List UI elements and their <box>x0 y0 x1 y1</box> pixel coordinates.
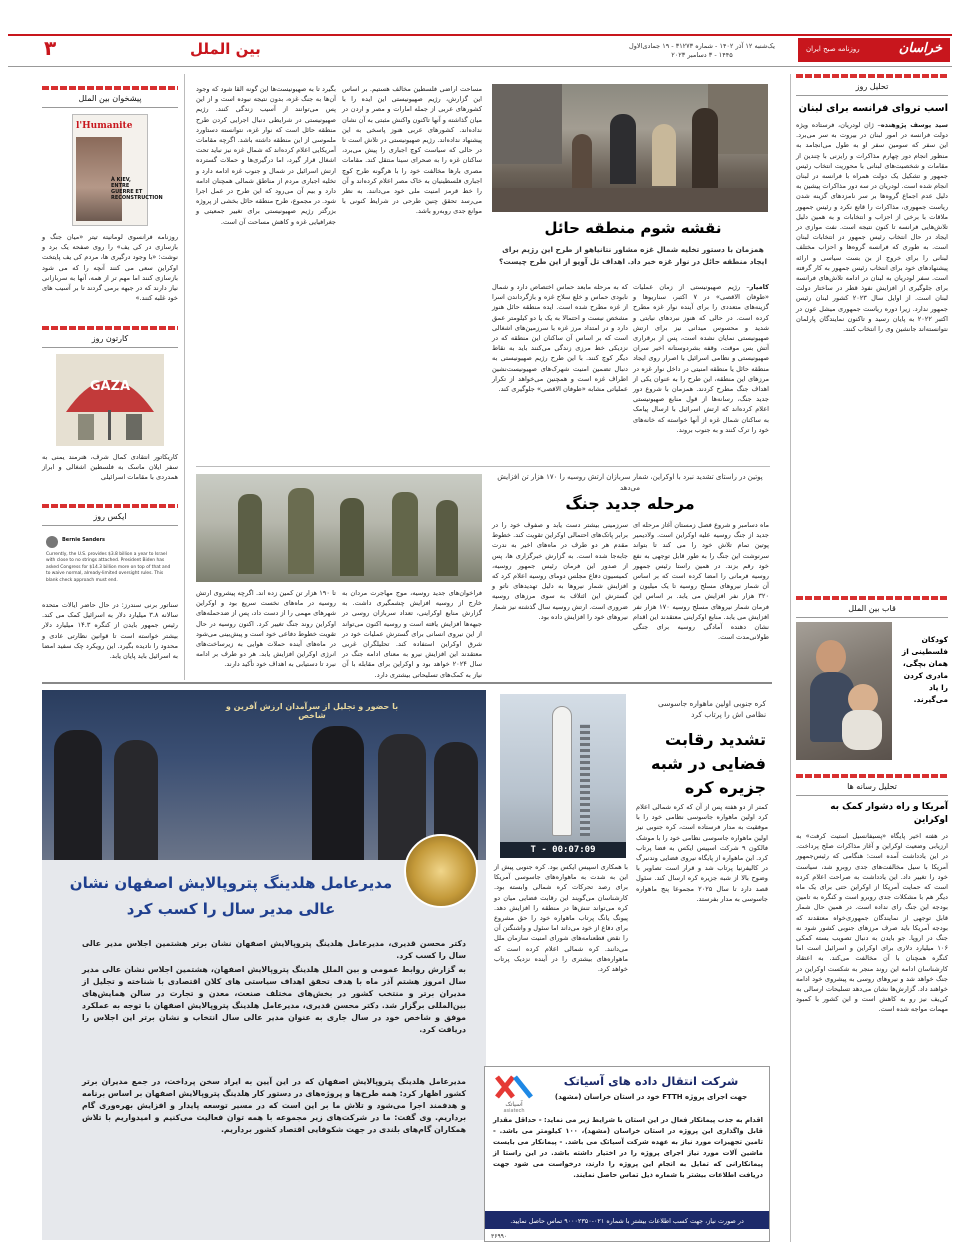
analysis-text: – ژان لودریان، فرستاده ویژه دولت فرانسه در امور لبنان در بیروت به سر می‌برد. این سفر که سومین سفر او به طول می‌انجامد به منظور انجام دور چهارم مذاکرات و رایزنی با چندین از مقامات و شخصیت‌های لبنانی با محوریت انتخاب رئیس جمهور و تشکیل یک دولت همراه با فرانسه در لبنان انجام شده است. لودریان در سه دور مذاکرات پیشین به دلیل عدم اجماع گروه‌ها بر سر نامزدهای گزینه شدن ریاست جمهوری، مذاکرات را قانع نکرد و رئیس جمهور ملاقات با برخی از احزاب و انتخابات و به همین دلیل تلاش‌هایی فرانسه تا کنون نتیجه است. نفت موازی در ایجاد در حال انتخاب رئیس جمهور در انتخابات لبنان است. به طوری که فرانسه گروه‌ها و احزاب مختلف لبنانی را برای خروج از بن بست سیاسی و ارائه پیشنهادهای خود برای انتخاب رئیس جمهور به کار گرفته است. سفر لودریان به لبنان در ادامه تلاش‌های فرانسه برای جلوگیری از افزایش نفوذ قطر در ساختار دولت لبنان است. از اوایل سال ۲۰۲۳ کشور لبنان رئیس جمهور ندارد. زیرا دوره ریاست جمهوری میشل عون در اکتبر ۲۰۲۲ به پایان رسید و تاکنون نمایندگان پارلمان نتوانسته‌اند جانشین وی را انتخاب کنند. <box>796 121 949 334</box>
gaza-title: نقشه شوم منطقه حائل <box>544 219 722 237</box>
analysis-title: اسب تروای فرانسه برای لبنان <box>798 103 948 114</box>
ukraine-body-col3: فراخوان‌های جدید روسیه، موج مهاجرت مردان به خارج از روسیه افزایش چشمگیری داشت. به گزارش منابع اوکراینی، تعداد سربازان روسی در جبهه‌ها افزایش یافته است و روسیه اکنون می‌تواند از این نیروی انسانی برای گسترش عملیات خود در شرق اوکراین استفاده کند. تحلیلگران غربی معتقدند این افزایش نیرو به معنای ادامه جنگ در سال ۲۰۲۴ خواهد بود و اوکراین برای مقابله با آن نیاز به کمک‌های تسلیحاتی بیشتری دارد. <box>342 589 483 679</box>
logo-mark <box>497 1077 513 1097</box>
column-divider <box>184 74 185 680</box>
media-body: در هفته اخیر پایگاه «پسیفانسیل استیت کرفت» به ارزیابی وضعیت اوکراین و آغاز مذاکرات صلح پرداخت. در این یادداشت آمده است: هنگامی که رئیس‌جمهور آمریکا با سیل مخالفت‌های جدی روبرو شد، سیاست خود را تغییر داد. این یادداشت به صراحت اعلام کرده است که حمایت آمریکا از اوکراین حتی برای یک ماه دیگر هم با مشکلات جدی روبرو است و کنگره به تامین بودجه این جنگ رای نداده است. در همین حال شمار قابل توجهی از نمایندگان جمهوری‌خواه معتقدند که بودجه آمریکا باید صرف مرزهای جنوبی کشور شود نه جنگ در اروپا. جو بایدن به دنبال تصویب بسته کمکی ۱۰۶ میلیارد دلاری برای اوکراین و اسرائیل است اما کنگره همچنان با آن مخالفت می‌کند. به اعتقاد کارشناسان ادامه این روند منجر به شکست اوکراین در جنگ خواهد شد و نیروهای روسی به پیشروی خود ادامه خواهند داد. گزارش‌ها نشان می‌دهد تسلیحات ارسالی به کی‌یف نیز رو به کاهش است و این کشور با کمبود مهمات مواجه شده است. <box>796 832 948 1014</box>
page-number: ۳ <box>44 36 57 60</box>
brand-box <box>798 38 950 62</box>
gaza-body-col2: که به مرحله مابعد حماس اختصاص دارد و شمال نابودی حماس و خلع سلاح غزه و بازگرداندن اسرا از غزه مطرح شده است. ایده منطقه حائل هنوز مشخص نیست و احتمالا به یک یا دو کیلومتر عمق دارد و در امتداد مرز غزه با سرزمین‌های اشغالی است که بر اساس آن ساکنان این منطقه که در نزدیکی خط مرزی زندگی می‌کنند باید به نقاط دیگر کوچ کنند. با این طرح رژیم صهیونیستی به دنبال تضمین امنیت شهرک‌های صهیونیست‌نشین اطراف غزه است و همچنین می‌خواهد از تکرار عملیاتی مشابه «طوفان الاقصی» جلوگیری کند. <box>492 283 628 394</box>
baby-figure <box>842 710 882 750</box>
header-top-rule <box>8 34 952 36</box>
korea-title: تشدید رقابت فضایی در شبه جزیره کره <box>651 730 766 797</box>
cartoon-image <box>56 354 164 446</box>
ceremony-photo <box>42 690 486 860</box>
header-bottom-rule <box>8 66 952 67</box>
newspaper-masthead: l'Humanite <box>76 121 133 131</box>
award-ad <box>42 690 486 1240</box>
page-header <box>0 0 960 68</box>
cartoon-drawing <box>56 354 164 446</box>
tender-phone: در صورت نیاز، جهت کسب اطلاعات بیشتر با شماره ۰۲۱-۹۰۰۰۲۳۵۰ تماس حاصل نمایید. <box>510 1217 744 1225</box>
building-shape <box>492 84 562 164</box>
logo-mark <box>515 1077 531 1097</box>
gaza-text: – رژیم صهیونیستی از زمان عملیات «طوفان الاقصی» در ۷ اکتبر، سناریوها و گزینه‌های متعددی را برای آینده نوار غزه مطرح کرده است. در حالی که هنوز نبردهای نیابتی و شدید و محسوس میدانی نیز برای ارتش صهیونیستی نمایان نشده است، پس از برقراری آتش بس موقت، وقفه بشردوستانه اخیر سران صهیونیستی و نظامی اسرائیل با اصرار روی ایجاد منطقه حائل یا منطقه امنیتی در داخل نوار غزه در مرزهای این منطقه، این طرح را به عنوان یکی از اهداف جنگ مطرح کردند. همزمان با شروع دور جدید جنگ، رسانه‌ها از قول منابع صهیونیستی اعلام کرده‌اند که ارتش اسرائیل با ارسال پیامک به ساکنان شمال غزه از آنها خواسته که خانه‌های خود را ترک کنند و به جنوب بروند. <box>633 283 770 434</box>
right-column <box>796 74 948 1244</box>
photo-frame <box>796 622 948 764</box>
children-photo <box>796 622 892 760</box>
gaza-photo <box>492 84 768 212</box>
rocket-body <box>552 706 572 836</box>
soldier-figure <box>340 498 364 576</box>
person-figure <box>312 726 364 860</box>
tender-ad <box>484 1066 770 1242</box>
newspaper-headline: À KIEV, ENTRE GUERRE ET RECONSTRUCTION <box>111 177 163 201</box>
column-divider <box>790 74 791 1242</box>
person-figure <box>572 134 592 190</box>
person-figure <box>114 740 158 860</box>
tweet-avatar <box>46 536 58 548</box>
analysis-author: سید یوسف پژوهنده <box>880 121 948 129</box>
person-figure <box>652 124 676 186</box>
korea-body-col1: کمتر از دو هفته پس از آن که کره شمالی اعلام کرد اولین ماهواره جاسوسی نظامی خود را با موفقیت به مدار فرستاده است، کره جنوبی نیز اولین ماهواره جاسوسی نظامی خود را با موشک فالکون ۹ شرکت اسپیس ایکس به فضا پرتاب کرد. این ماهواره از پایگاه نیروی فضایی وندنبرگ در کالیفرنیا پرتاب شد و قرار است تصاویر با وضوح بالا از شبه جزیره کره ارسال کند. سئول قصد دارد تا سال ۲۰۲۵ مجموعا پنج ماهواره جاسوسی به مدار بفرستد. <box>636 803 769 903</box>
cartoon-word: GAZA <box>89 379 131 394</box>
x-label: ایکس روز <box>42 508 178 526</box>
person-figure <box>692 108 718 188</box>
newspaper-caption: روزنامه فرانسوی لومانیته تیتر «میان جنگ و بازسازی در کی یف» را روی صفحه یک برد و نوشت: «با وجود درگیری ها، مردم کی یف پایتخت اوکراین سعی می کنند آنچه را که می شود بازسازی کنند اما مهم تر از همه، آنها به سربازانی نیاز دارند که در جبهه برمی گردند تا بر آسیب های خود غلبه کنند.» <box>42 233 178 303</box>
tweet-text: Currently, the U.S. provides $3.8 billion a year to Israel with close to no strings attached. President Biden has asked Congress for $14.3 billion more on top of that and to waive normal, already-limited oversight rules. This blank check approach must end. <box>46 552 171 583</box>
award-medal <box>404 834 478 908</box>
photo-label: قاب بین الملل <box>796 600 948 618</box>
tender-company: شرکت انتقال داده های آسیاتک <box>563 1074 739 1088</box>
ad-headline: مدیرعامل هلدینگ پتروپالایش اصفهان نشان عالی مدیر سال را کسب کرد <box>69 874 393 918</box>
korea-body-col2: با همکاری اسپیس ایکس بود. کره جنوبی پیش از این به شدت به ماهواره‌های جاسوسی آمریکا برای رصد تحرکات کره شمالی وابسته بود. کارشناسان می‌گویند این رقابت فضایی میان دو کره می‌تواند تنش‌ها در منطقه را افزایش دهد. پیونگ یانگ پرتاب ماهواره خود را حق مشروع برای دفاع از خود می‌داند اما سئول و واشنگتن آن را نقض قطعنامه‌های شورای امنیت سازمان ملل می‌دانند. کره شمالی اعلام کرده است که ماهواره‌های بیشتری را در آینده نزدیک پرتاب خواهد کرد. <box>493 863 628 974</box>
cartoon-label: کارتون روز <box>42 330 178 348</box>
analysis-label: تحلیل روز <box>796 78 948 96</box>
tweet-author: Bernie Sanders <box>62 537 106 543</box>
ad-content <box>42 860 486 1240</box>
gaza-author: کامیار <box>749 283 769 291</box>
ukraine-kicker: پوتین در راستای تشدید نبرد با اوکراین، شمار سربازان ارتش روسیه را ۱۷۰ هزار تن افزایش می‌دهد <box>497 473 763 492</box>
left-column <box>42 86 178 686</box>
tender-subtitle: جهت اجرای پروژه FTTH خود در استان خراسان (مشهد) <box>554 1093 748 1101</box>
cartoon-caption: کاریکاتور انتقادی کمال شرف، هنرمند یمنی به سفر ایلان ماسک به فلسطین اشغالی و ابراز همدردی با مقامات اسرائیلی <box>42 453 178 482</box>
x-caption: سناتور برنی سندرز: در حال حاضر ایالات متحده سالانه ۳.۸ میلیارد دلار به اسرائیل کمک می کند. رئیس جمهور بایدن از کنگره ۱۴.۳ میلیارد دلار بیشتر خواسته است تا قوانین نظارتی عادی و محدود را نادیده بگیرد. این رویکرد چک سفید امضا به اسرائیل باید پایان یابد. <box>42 601 178 661</box>
newspaper-cover <box>72 114 163 226</box>
soldier-figure <box>392 492 418 576</box>
logo-subtext: asiatech <box>503 1108 525 1114</box>
media-title: آمریکا و راه دشوار کمک به اوکراین <box>830 802 948 825</box>
ad-body-main: به گزارش روابط عمومی و بین الملل هلدینگ پتروپالایش اصفهان، هشتمین اجلاس نشان عالی مدیر سال امروز هشتم آذر ماه با هدف تحقق اهداف سیاستی های کلان اقتصادی با شناخته و تجلیل از مدیران برتر و منتخب کشور در بخش‌های مختلف صنعت، معدن و تجارت در سالن همایش‌های بین‌المللی برگزار شد. دکتر محسن قدیری، مدیرعامل هلدینگ پتروپالایش اصفهان با توجه به عملکرد موفق و شاخص خود در سال جاری به عنوان مدیر عالی سال انتخاب و نشان برتر این اجلاس را دریافت کرد. <box>82 965 466 1034</box>
gaza-body-col3: مساحت اراضی فلسطین مخالف هستیم. بر اساس این گزارش، رژیم صهیونیستی این ایده را با کشورهای عربی از جمله امارات و مصر و اردن در میان گذاشته و آنها تاکنون واکنش مثبتی به آن نشان نداده‌اند. کشورهای عربی هنوز پاسخی به این پیشنهاد نداده‌اند. رژیم صهیونیستی در تلاش است تا در حالی که سیاست کوچ اجباری را پیش می‌برد، ساکنان غزه را به صحرای سینا منتقل کند. مقامات مصری بارها مخالفت خود را با هرگونه طرح کوچ اجباری فلسطینیان به خاک مصر اعلام کرده‌اند و آن را خط قرمز امنیت ملی خود می‌دانند. به نظر می‌رسد تحقق چنین طرحی در شرایط کنونی با موانع جدی روبه‌رو باشد. <box>341 85 482 216</box>
section-title: بین الملل <box>190 40 261 58</box>
brand-subtitle: روزنامه صبح ایران <box>806 45 860 53</box>
ukraine-body-col1: ماه دسامبر و شروع فصل زمستان آغاز مرحله ای جدید از جنگ روسیه علیه اوکراین است. ولادیمیر پوتین تمام تلاش خود را می کند تا بتواند سرنوشت این جنگ را به طور قابل توجهی به نفع خود رقم بزند. در همین راستا رئیس جمهور روسیه فرمانی را امضا کرده است که بر اساس آن شمار نیروهای مسلح روسیه تا یک میلیون و ۳۲۰ هزار نفر افزایش می یابد. بر اساس این فرمان شمار نیروهای مسلح روسیه ۱۷۰ هزار نفر افزایش می یابد. منابع اوکراینی معتقدند این اقدام نشان دهنده آمادگی روسیه برای جنگی طولانی‌مدت است. <box>633 521 770 642</box>
soldier-figure <box>288 488 314 574</box>
media-label: تحلیل رسانه ها <box>796 778 948 796</box>
person-figure <box>54 730 102 860</box>
asiatech-logo-icon <box>491 1073 537 1101</box>
gaza-body-col4: بگیرد تا به صهیونیست‌ها این گونه القا شود که وجود آن‌ها به جنگ غزه، بدون نتیجه نبوده است و از این پس می‌توانند از آسیب زندگی کنند. رژیم صهیونیستی در شرایطی دنبال اجرایی کردن طرح منطقه حائل است که نوار غزه، نتوانسته دستاورد ملموسی از این منطقه داشته باشد. اگرچه مقامات آمریکایی اعلام کرده‌اند که شمال غزه نیز نباید تحت اشغال قرار گیرد، اما درگیری‌ها و حملات گسترده ارتش اسرائیل در شمال و جنوب غزه ادامه دارد و تخلیه اجباری مردم از مناطق شمالی همچنان ادامه دارد و بیم آن می‌رود که این طرح در عمل اجرا شود. در مجموع، طرح منطقه حائل بخشی از پروژه بزرگتر رژیم صهیونیستی برای تغییر جمعیتی و جغرافیایی غزه و کاهش مساحت آن است. <box>196 85 336 226</box>
ukraine-body-col2: سرزمینی بیشتر دست یابد و صفوف خود را در برابر پاتک‌های احتمالی اوکراین تقویت کند. خطوط مقدم هر دو طرف در ماه‌های اخیر به ندرت جابه‌جا شده است. به گزارش خبرگزاری ها، پس از صدور این فرمان رئیس جمهور روسیه، کمیسیون دفاع مجلس دومای روسیه اعلام کرد که افزایش شمار نیروها به دلیل تهدیدهای ناتو و گسترش این ائتلاف به سوی مرزهای روسیه ضروری است. ارتش روسیه سال گذشته نیز شمار نیروهای خود را افزایش داده بود. <box>491 521 628 621</box>
photo-caption: کودکان فلسطینی از همان بچگی، مادری کردن را یاد می‌گیرند. <box>901 635 948 704</box>
ad-body-quote: مدیرعامل هلدینگ پتروپالایش اصفهان که در این آیین به ایراد سخن پرداخت، در جمع مدیران برتر کشور اظهار کرد: همه طرح‌ها و پروژه‌های در دستور کار هلدینگ پتروپالایش اصفهان بر اساس برنامه و هدفمند اجرا می‌شود و تلاش ما بر این است که در مسیر توسعه پایدار و افزایش بهره‌وری گام برداریم. وی گفت: ما در شرکت‌های زیر مجموعه با همه توان فعالیت می‌کنیم و امیدواریم با تلاش همکاران گام‌های بلندی در جهت شکوفایی اقتصاد کشور برداریم. <box>81 1077 466 1134</box>
cartoon-figure <box>126 414 142 440</box>
countdown-timer: T - 00:07:09 <box>530 845 596 855</box>
ukraine-body-col4: تا ۱۹۰ هزار تن کمین زده اند. اگرچه پیشروی ارتش روسیه در ماه‌های نخست سریع بود و اوکراین شهرهای مهمی را از دست داد، پس از ضدحمله‌های اوکراین روند جنگ تغییر کرد. اکنون روسیه در حال تقویت خطوط دفاعی خود است و پیش‌بینی می‌شود در ماه‌های آینده حملات هوایی به زیرساخت‌های انرژی اوکراین افزایش یابد. هر دو طرف بر ادامه نبرد تا دستیابی به اهداف خود تأکید دارند. <box>196 589 336 669</box>
tender-code: ۳۶۹۹۰ <box>491 1233 508 1240</box>
analysis-body <box>796 120 948 590</box>
person-figure <box>610 114 636 184</box>
cartoon-pole <box>108 410 111 440</box>
soldier-figure <box>238 494 262 574</box>
story-divider <box>196 466 770 467</box>
korea-kicker: کره جنوبی اولین ماهواره جاسوسی نظامی اش را پرتاب کرد <box>657 699 766 719</box>
soldiers-photo <box>196 474 482 582</box>
ad-body-intro: دکتر محسن قدیری، مدیرعامل هلدینگ پتروپالایش اصفهان نشان برتر هشتمین اجلاس مدیر عالی سال را کسب کرد. <box>82 939 466 960</box>
tender-logo <box>491 1073 537 1113</box>
date-line: یک‌شنبه ۱۲ آذر ۱۴۰۲ - شماره ۳۱۲۷۳ - ۱۹ جمادی‌الاول ۱۴۴۵ - ۳ دسامبر ۲۰۲۳ <box>629 42 775 59</box>
tender-body: اقدام به جذب پیمانکار فعال در این استان با شرایط زیر می نماید: - حداقل مقدار قابل واگذاری این پروژه در استان خراسان (مشهد)، ۱۰۰ کیلومتر می باشد. - تامین تجهیزات مورد نیاز به عهده شرکت آسیاتک می باشد. - پیمانکار می بایست ماشین آلات مورد نیاز اجرای پروژه را در اختیار داشته باشد. در این راستا از پیمانکارانی که تمایل به انجام این پروژه را دارند، درخواست می شود جهت دریافت اطلاعات بیشتر با شماره ذیل تماس حاصل نمایند. <box>493 1116 763 1179</box>
section-divider <box>42 682 772 684</box>
logo-wordmark: آسیاتک <box>505 1101 523 1108</box>
rubble-ground <box>492 188 768 212</box>
brand-logo: خراسان <box>898 41 942 56</box>
gaza-lead: همزمان با دستور تخلیه شمال غزه مشاور نتانیاهو از طرح این رژیم برای ایجاد منطقه حائل در نوار غزه خبر داد. اهداف تل آویو از این طرح چیست؟ <box>499 245 767 266</box>
launch-tower <box>580 724 590 836</box>
rocket-photo <box>500 694 626 858</box>
cartoon-figure <box>78 414 94 440</box>
ukraine-title: مرحله جدید جنگ <box>565 494 695 513</box>
soldier-figure <box>436 500 458 576</box>
newspaper-label: پیشخوان بین الملل <box>42 90 178 108</box>
ceremony-banner: با حضور و تجلیل از سرآمدان ارزش آفرین و شاخص <box>225 702 399 720</box>
gaza-body-col1 <box>633 282 769 460</box>
child-figure <box>816 640 846 674</box>
